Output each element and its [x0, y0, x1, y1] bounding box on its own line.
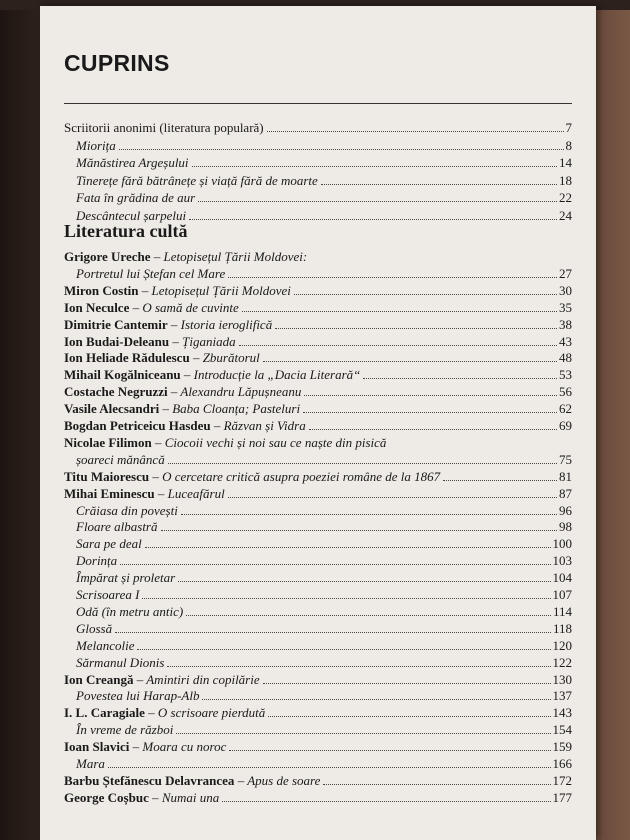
toc-entry-title	[76, 688, 199, 703]
dot-leader	[198, 201, 557, 202]
toc-entry	[64, 584, 572, 602]
toc-entry-work: Tinerețe fără bătrânețe și viață fără de moarte	[76, 172, 318, 188]
toc-page-number: 48	[559, 350, 572, 366]
toc-entry-title	[64, 367, 360, 382]
toc-entry	[64, 516, 572, 534]
toc-entry	[64, 205, 572, 223]
toc-entry	[64, 787, 572, 805]
toc-entry-work: Miorița	[76, 137, 116, 153]
toc-entry-title	[76, 553, 117, 568]
toc-page-number: 114	[552, 603, 572, 619]
toc-page-number: 96	[559, 502, 572, 518]
toc-entry-work: Povestea lui Harap-Alb	[76, 688, 200, 704]
background-left	[0, 0, 42, 840]
toc-entry-work: – Moara cu noroc	[129, 739, 227, 755]
toc-entry	[64, 297, 572, 315]
toc-entry-title	[76, 190, 195, 205]
toc-entry	[64, 246, 572, 264]
toc-entry-author: Ion Heliade Rădulescu	[64, 350, 190, 366]
toc-entry-title	[76, 536, 142, 551]
toc-page-number: 107	[552, 587, 572, 602]
toc-entry-work: șoareci mănâncă	[76, 451, 165, 467]
toc-entry-work: – Apus de soare	[234, 772, 321, 788]
toc-entry-title	[64, 705, 265, 720]
toc-entry	[64, 347, 572, 365]
toc-entry-work: – Numai una	[148, 789, 220, 805]
toc-entry-title	[64, 469, 440, 484]
toc-entry-title	[76, 570, 175, 585]
toc-page-number: 43	[559, 333, 572, 349]
toc-entry	[64, 669, 572, 687]
toc-entry-author: Ioan Slavici	[64, 739, 130, 755]
toc-entry-author: Ion Budai-Deleanu	[64, 333, 170, 349]
dot-leader	[228, 497, 557, 498]
book-page	[40, 6, 596, 840]
toc-entry-work: – Țiganiada	[169, 333, 236, 349]
toc-page-number: 177	[552, 789, 572, 805]
toc-entry	[64, 500, 572, 518]
toc-entry	[64, 170, 572, 188]
dot-leader	[142, 598, 550, 599]
toc-entry	[64, 135, 572, 153]
toc-entry-author: Mihai Eminescu	[64, 485, 155, 501]
dot-leader	[181, 514, 557, 515]
dot-leader	[222, 801, 550, 802]
toc-entry-work: Mănăstirea Argeșului	[76, 155, 189, 171]
toc-entry-work: Fata în grădina de aur	[76, 190, 196, 206]
toc-page-number: 53	[559, 367, 572, 383]
dot-leader	[186, 615, 551, 616]
toc-page-number: 87	[559, 485, 572, 501]
toc-entry-work: – O samă de cuvinte	[129, 299, 239, 315]
dot-leader	[267, 131, 564, 132]
toc-page-number: 100	[552, 536, 572, 552]
toc-entry-title	[76, 722, 173, 737]
dot-leader	[120, 564, 550, 565]
toc-entry-title	[64, 401, 300, 416]
toc-entry	[64, 314, 572, 332]
section-heading: Literatura cultă	[64, 221, 188, 241]
toc-entry	[64, 753, 572, 771]
toc-entry-title	[76, 138, 116, 153]
toc-entry-author: Mihail Kogălniceanu	[64, 367, 181, 383]
toc-page-number: 159	[552, 739, 572, 755]
toc-entry-work: – Zburătorul	[189, 350, 260, 366]
toc-entry-title	[64, 317, 272, 332]
toc-entry-title	[76, 503, 178, 518]
toc-entry-title	[64, 672, 260, 687]
toc-entry-author: Titu Maiorescu	[64, 468, 150, 484]
toc-entry-work: Glossă	[76, 620, 113, 636]
dot-leader	[229, 750, 550, 751]
dot-leader	[294, 294, 557, 295]
toc-entry-title	[76, 587, 139, 602]
toc-entry	[64, 719, 572, 737]
dot-leader	[263, 361, 557, 362]
dot-leader	[137, 649, 550, 650]
toc-entry-work: – Amintiri din copilărie	[133, 671, 260, 687]
toc-entry-title	[76, 604, 183, 619]
dot-leader	[275, 328, 557, 329]
toc-entry	[64, 770, 572, 788]
toc-entry	[64, 702, 572, 720]
toc-entry-title	[76, 208, 186, 223]
toc-entry-title	[64, 300, 239, 315]
toc-entry	[64, 652, 572, 670]
toc-entry-title	[64, 435, 386, 450]
toc-page-number: 154	[552, 722, 572, 738]
toc-page-number: 137	[552, 688, 572, 704]
toc-page-number: 122	[552, 654, 572, 670]
dot-leader	[145, 547, 551, 548]
toc-entry-title	[64, 773, 320, 788]
toc-page-number: 81	[559, 468, 572, 484]
toc-entry-title	[76, 155, 189, 170]
toc-entry-author: Grigore Ureche	[64, 249, 151, 264]
toc-page-number: 143	[552, 705, 572, 721]
toc-page-number: 24	[559, 208, 572, 223]
toc-entry-title	[64, 418, 306, 433]
toc-page-number: 75	[559, 451, 572, 467]
toc-entry-work: Sara pe deal	[76, 536, 142, 552]
toc-entry-author: Ion Creangă	[64, 671, 134, 687]
dot-leader	[268, 716, 550, 717]
toc-entry-author: Nicolae Filimon	[64, 434, 152, 450]
toc-entry-work: – O scrisoare pierdută	[144, 705, 266, 721]
toc-entry-author: Costache Negruzzi	[64, 384, 168, 400]
toc-page-number: 62	[559, 401, 572, 417]
toc-entry-title: Scriitorii anonimi (literatura populară)	[64, 120, 264, 135]
dot-leader	[119, 149, 564, 150]
toc-entry-work: – Baba Cloanța; Pasteluri	[159, 401, 301, 417]
dot-leader	[168, 463, 557, 464]
toc-entry-work: Dorința	[76, 553, 118, 569]
toc-entry-work: Floare albastră	[76, 519, 158, 535]
toc-entry-title	[76, 756, 105, 771]
toc-entry	[64, 601, 572, 619]
toc-entry	[64, 466, 572, 484]
dot-leader	[303, 412, 557, 413]
toc-entry	[64, 152, 572, 170]
dot-leader	[263, 683, 551, 684]
toc-page-number: 130	[552, 671, 572, 687]
dot-leader	[192, 166, 557, 167]
toc-page-number: 172	[552, 772, 572, 788]
toc-entry	[64, 280, 572, 298]
toc-entry-work: – Luceafărul	[154, 485, 225, 501]
toc-page-number: 166	[552, 756, 572, 771]
page-title: CUPRINS	[64, 50, 170, 76]
toc-entry	[64, 432, 572, 450]
toc-entry	[64, 550, 572, 568]
dot-leader	[321, 184, 557, 185]
dot-leader	[443, 480, 557, 481]
toc-page-number: 14	[559, 155, 572, 171]
toc-entry	[64, 483, 572, 501]
toc-entry-title	[76, 266, 225, 281]
dot-leader	[242, 311, 557, 312]
toc-entry-author: George Coșbuc	[64, 789, 149, 805]
toc-entry	[64, 415, 572, 433]
toc-page-number: 118	[552, 620, 572, 636]
toc-entry	[64, 364, 572, 382]
toc-entry	[64, 618, 572, 636]
dot-leader	[176, 733, 550, 734]
toc-entry-work: Sărmanul Dionis	[76, 654, 165, 670]
toc-page-number: 27	[559, 265, 572, 281]
dot-leader	[309, 429, 557, 430]
dot-leader	[202, 699, 550, 700]
toc-entry	[64, 567, 572, 585]
toc-entry-work: – Letopisețul Țării Moldovei:	[150, 249, 308, 264]
dot-leader	[363, 378, 557, 379]
toc-entry-author: Miron Costin	[64, 282, 139, 298]
toc-entry-title	[76, 519, 158, 534]
toc-entry	[64, 533, 572, 551]
toc-entry	[64, 263, 572, 281]
toc-entry-author: Bogdan Petriceicu Hasdeu	[64, 418, 211, 433]
toc-page-number: 18	[559, 172, 572, 188]
toc-page-number: 103	[552, 553, 572, 569]
toc-entry-work: Scrisoarea I	[76, 587, 140, 602]
toc-entry-title	[76, 638, 134, 653]
toc-entry-title	[64, 384, 301, 399]
toc-page-number: 35	[559, 299, 572, 315]
toc-entry-work: – O cercetare critică asupra poeziei române de la 1867	[149, 468, 441, 484]
toc-page-number: 98	[559, 519, 572, 535]
toc-entry-title	[76, 452, 165, 467]
toc-entry-author: I. L. Caragiale	[64, 705, 145, 721]
dot-leader	[178, 581, 550, 582]
toc-entry-title	[64, 334, 236, 349]
dot-leader	[115, 632, 551, 633]
toc-entry-title	[64, 790, 219, 805]
toc-page-number: 30	[559, 282, 572, 298]
toc-entry-work: – Răzvan și Vidra	[210, 418, 306, 433]
toc-page-number: 104	[552, 570, 572, 586]
toc-entry-work: Melancolie	[76, 637, 135, 653]
dot-leader	[323, 784, 550, 785]
toc-page-number: 38	[559, 316, 572, 332]
toc-entry-title	[76, 173, 318, 188]
toc-page-number: 120	[552, 637, 572, 653]
toc-page-number: 22	[559, 190, 572, 206]
toc-entry-work: Descântecul șarpelui	[76, 208, 187, 223]
toc-entry-title	[64, 249, 307, 264]
table-of-contents	[40, 6, 596, 840]
toc-entry-title	[76, 655, 164, 670]
toc-page-number: 8	[565, 137, 572, 153]
dot-leader	[108, 767, 551, 768]
toc-entry-work: Crăiasa din povești	[76, 502, 178, 518]
toc-entry-work: – Ciocoii vechi și noi sau ce naște din pisică	[151, 434, 387, 450]
dot-leader	[161, 530, 558, 531]
toc-entry	[64, 331, 572, 349]
dot-leader	[189, 219, 557, 220]
toc-entry-title	[64, 739, 226, 754]
toc-entry-work: Portretul lui Ștefan cel Mare	[76, 265, 226, 281]
toc-entry-title	[64, 283, 291, 298]
toc-entry-author: Barbu Ștefănescu Delavrancea	[64, 772, 235, 788]
toc-entry-title	[64, 350, 260, 365]
toc-page-number: 56	[559, 384, 572, 400]
dot-leader	[167, 666, 550, 667]
toc-entry-author: Vasile Alecsandri	[64, 401, 160, 417]
toc-entry	[64, 635, 572, 653]
toc-entry-work: Mara	[76, 756, 105, 771]
toc-entry	[64, 685, 572, 703]
toc-entry-author: Dimitrie Cantemir	[64, 316, 168, 332]
toc-entry-work: – Alexandru Lăpușneanu	[167, 384, 302, 400]
toc-entry	[64, 398, 572, 416]
toc-entry-work: Odă (în metru antic)	[76, 603, 184, 619]
toc-entry-author: Ion Neculce	[64, 299, 130, 315]
toc-entry-title	[76, 621, 112, 636]
toc-entry-work: – Letopisețul Țării Moldovei	[138, 282, 291, 298]
toc-entry	[64, 381, 572, 399]
toc-entry-work: Împărat și proletar	[76, 570, 176, 586]
toc-entry-work: – Istoria ieroglifică	[167, 316, 273, 332]
dot-leader	[228, 277, 557, 278]
toc-entry	[64, 187, 572, 205]
toc-entry-title	[64, 486, 225, 501]
toc-entry-work: – Introducție la „Dacia Literară“	[180, 367, 361, 383]
dot-leader	[304, 395, 557, 396]
toc-entry-work: În vreme de război	[76, 722, 174, 738]
toc-entry	[64, 117, 572, 135]
toc-page-number: 69	[559, 418, 572, 433]
toc-page-number: 7	[565, 120, 572, 135]
toc-entry	[64, 736, 572, 754]
dot-leader	[239, 345, 557, 346]
toc-entry	[64, 449, 572, 467]
